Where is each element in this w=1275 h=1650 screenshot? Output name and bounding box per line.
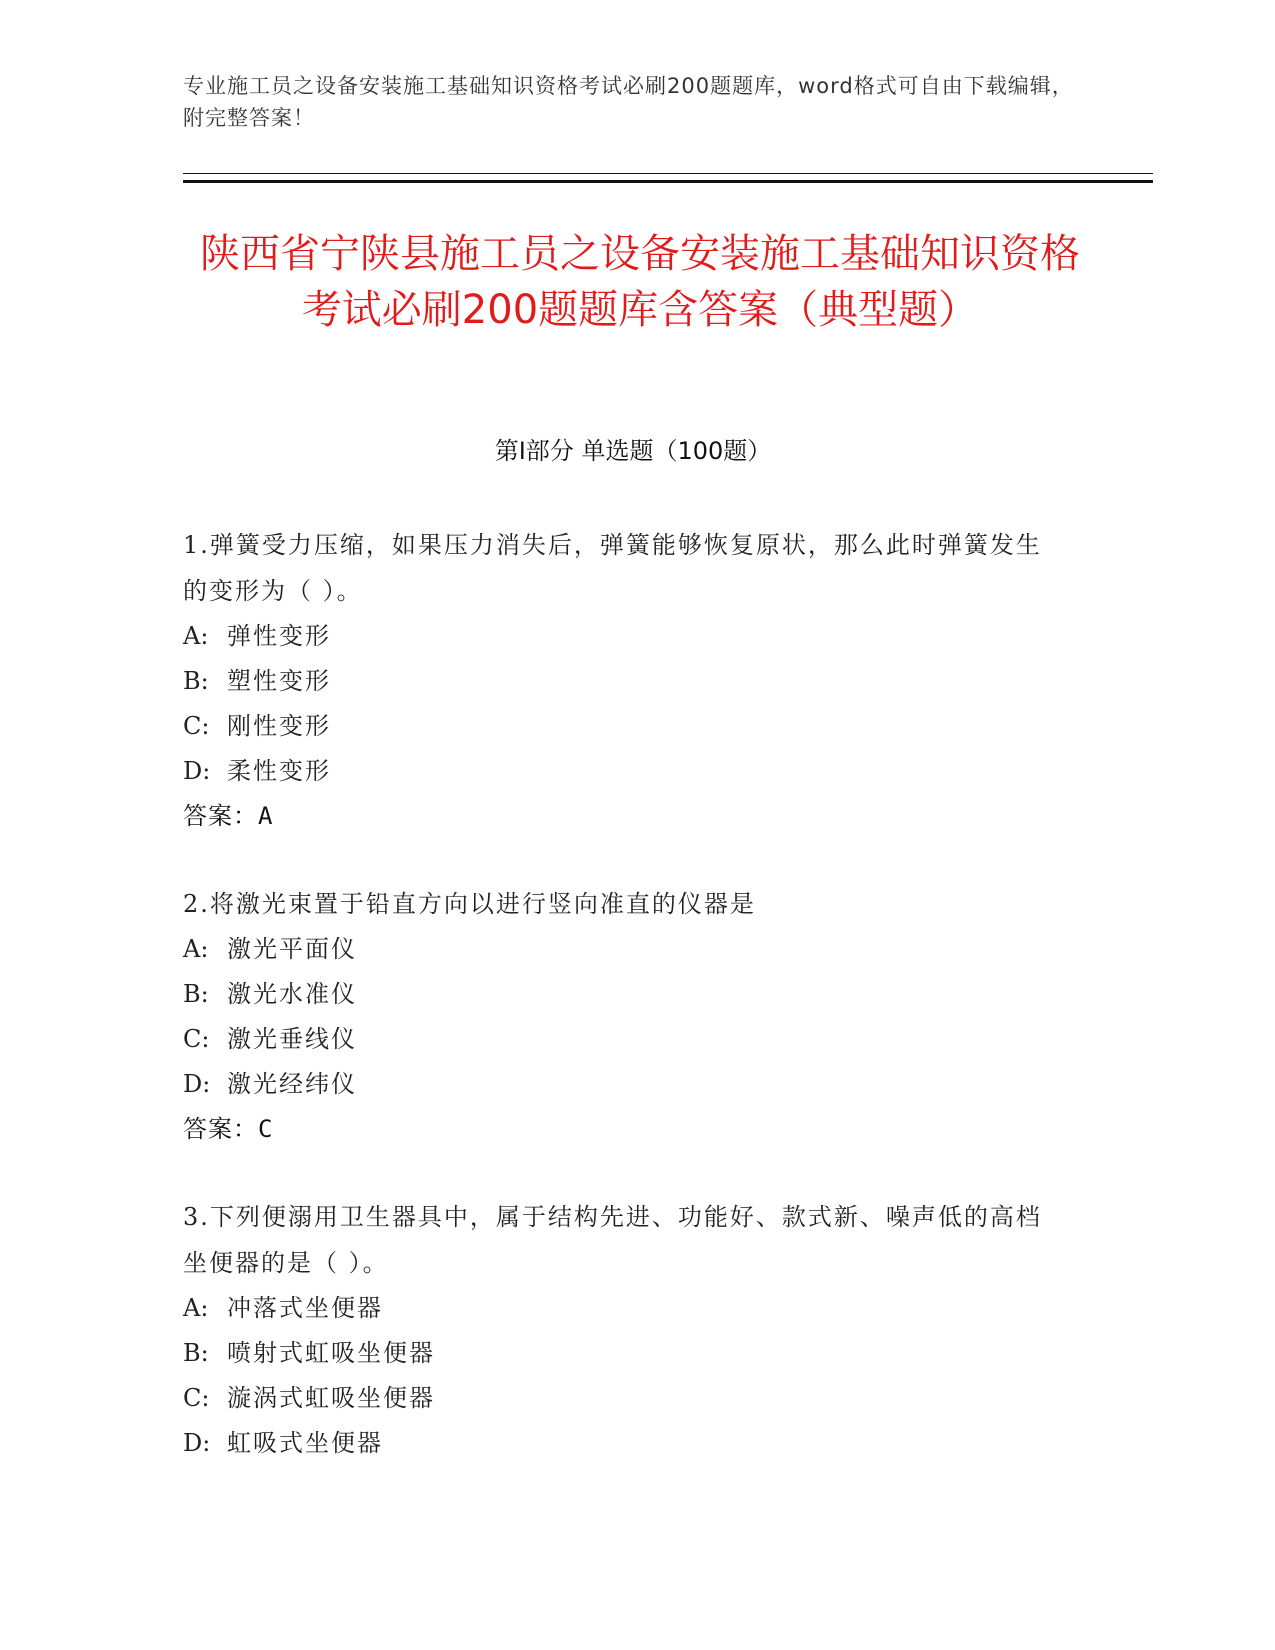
option-b — [183, 1331, 1063, 1376]
answer-label: 答案： — [183, 802, 258, 830]
header-note: 专业施工员之设备安装施工基础知识资格考试必刷200题题库，word格式可自由下载编辑，附完整答案！ — [183, 74, 1074, 130]
option-c — [183, 1376, 1063, 1421]
option-letter: D: — [183, 1429, 211, 1457]
section-title: 第I部分 单选题（100题） — [494, 437, 772, 465]
option-text: 激光经纬仪 — [227, 1070, 357, 1098]
question-stem: 3.下列便溺用卫生器具中，属于结构先进、功能好、款式新、噪声低的高档坐便器的是（ ）。 — [183, 1203, 1042, 1277]
question-1 — [183, 522, 1063, 838]
question-stem: 2.将激光束置于铅直方向以进行竖向准直的仪器是 — [183, 890, 756, 918]
answer-value: C — [258, 1115, 274, 1143]
question-2 — [183, 881, 1063, 1151]
option-text: 漩涡式虹吸坐便器 — [227, 1384, 435, 1412]
option-d — [183, 1421, 1063, 1466]
option-text: 刚性变形 — [227, 712, 331, 740]
option-d — [183, 1062, 1063, 1107]
answer-value: A — [258, 802, 274, 830]
header-divider-thick — [183, 180, 1153, 183]
option-letter: A: — [183, 1294, 209, 1322]
option-text: 虹吸式坐便器 — [227, 1429, 383, 1457]
header-divider-thin — [183, 173, 1153, 174]
option-letter: D: — [183, 757, 211, 785]
option-a — [183, 614, 1063, 659]
option-letter: A: — [183, 935, 209, 963]
option-b — [183, 659, 1063, 704]
option-letter: A: — [183, 622, 209, 650]
option-letter: C: — [183, 1384, 210, 1412]
option-letter: D: — [183, 1070, 211, 1098]
option-a — [183, 927, 1063, 972]
document-title: 陕西省宁陕县施工员之设备安装施工基础知识资格考试必刷200题题库含答案（典型题） — [200, 231, 1080, 333]
option-text: 激光垂线仪 — [227, 1025, 357, 1053]
option-text: 柔性变形 — [227, 757, 331, 785]
option-d — [183, 749, 1063, 794]
answer-line — [183, 1107, 1063, 1151]
question-list — [183, 522, 1063, 1509]
question-3 — [183, 1194, 1063, 1466]
question-stem: 1.弹簧受力压缩，如果压力消失后，弹簧能够恢复原状，那么此时弹簧发生的变形为（ ）。 — [183, 531, 1042, 605]
option-letter: B: — [183, 1339, 209, 1367]
option-text: 激光平面仪 — [227, 935, 357, 963]
option-b — [183, 972, 1063, 1017]
option-letter: B: — [183, 667, 209, 695]
option-a — [183, 1286, 1063, 1331]
option-text: 冲落式坐便器 — [227, 1294, 383, 1322]
answer-line — [183, 794, 1063, 838]
option-letter: C: — [183, 1025, 210, 1053]
option-c — [183, 704, 1063, 749]
option-text: 激光水准仪 — [227, 980, 357, 1008]
option-letter: C: — [183, 712, 210, 740]
option-text: 塑性变形 — [227, 667, 331, 695]
answer-label: 答案： — [183, 1115, 258, 1143]
option-letter: B: — [183, 980, 209, 1008]
option-text: 喷射式虹吸坐便器 — [227, 1339, 435, 1367]
option-text: 弹性变形 — [227, 622, 331, 650]
option-c — [183, 1017, 1063, 1062]
